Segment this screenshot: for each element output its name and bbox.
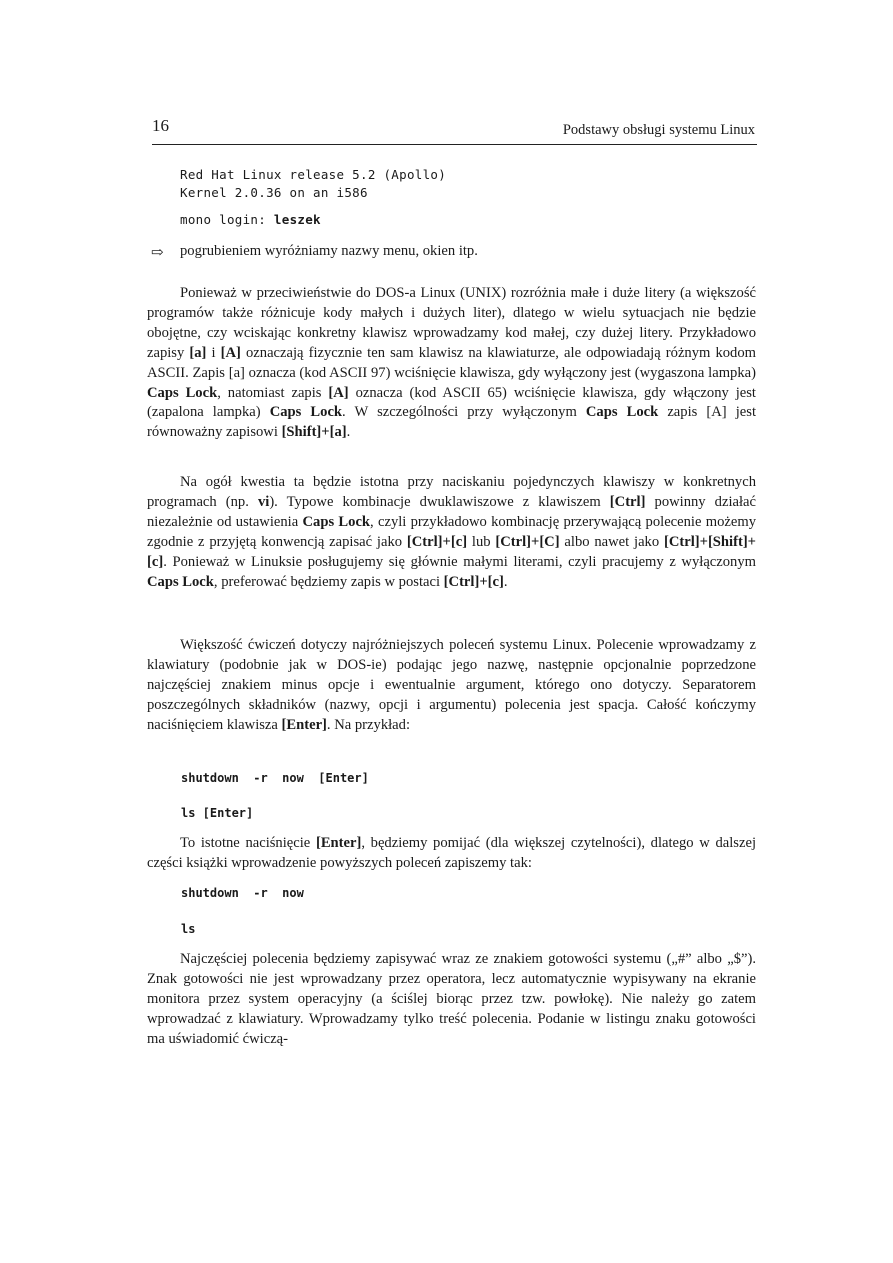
paragraph-case-sensitivity: Ponieważ w przeciwieństwie do DOS-a Linux (UNIX) rozróżnia małe i duże litery (a większość programów także różnicuje kody małych i dużych liter), dlatego w wielu sytuacjach nie będzie obojętne, czy wciskając konkretny klawisz wprowadzamy kod małej, czy dużej litery. Przykładowo zapisy [a] i [A] oznaczają fizycznie ten sam klawisz na klawiaturze, ale odpowiadają różnym kodom ASCII. Zapis [a] oznacza (kod ASCII 97) wciśnięcie klawisza, gdy wyłączony jest (wygaszona lampka) Caps Lock, natomiast zapis [A] oznacza (kod ASCII 65) wciśnięcie klawisza, gdy włączony jest (zapalona lampka) Caps Lock. W szczególności przy wyłączonym Caps Lock zapis [A] jest równoważny zapisowi [Shift]+[a].: [147, 285, 757, 441]
command-example-4: ls: [181, 922, 196, 936]
command-example-3: shutdown -r now: [181, 886, 304, 900]
console-line-1: Red Hat Linux release 5.2 (Apollo): [180, 167, 447, 182]
console-line-2: Kernel 2.0.36 on an i586: [180, 185, 368, 200]
command-example-1: shutdown -r now [Enter]: [181, 771, 369, 785]
note-text: pogrubieniem wyróżniamy nazwy menu, okien itp.: [180, 243, 478, 259]
arrow-right-icon: ⇨: [151, 245, 164, 261]
page-header: [152, 116, 757, 145]
paragraph-enter-omitted: To istotne naciśnięcie [Enter], będziemy pomijać (dla większej czytelności), dlatego w dalszej części książki wprowadzenie powyższych poleceń zapiszemy tak:: [147, 835, 756, 871]
paragraph-commands: Większość ćwiczeń dotyczy najróżniejszych poleceń systemu Linux. Polecenie wprowadzamy z klawiatury (podobnie jak w DOS-ie) podając jego nazwę, następnie opcjonalnie poprzedzone najczęściej znakiem minus opcje i ewentualnie argument, którego ono dotyczy. Separatorem poszczególnych składników (nazwy, opcji i argumentu) polecenia jest spacja. Całość kończymy naciśnięciem klawisza [Enter]. Na przykład:: [147, 637, 756, 733]
running-title: Podstawy obsługi systemu Linux: [562, 122, 755, 138]
console-login: [180, 211, 321, 229]
paragraph-key-combinations: Na ogół kwestia ta będzie istotna przy naciskaniu pojedynczych klawiszy w konkretnych programach (np. vi). Typowe kombinacje dwuklawiszowe z klawiszem [Ctrl] powinny działać niezależnie od ustawienia Caps Lock, czyli przykładowo kombinację przerywającą polecenie możemy zgodnie z przyjętą konwencją zapisać jako [Ctrl]+[c] lub [Ctrl]+[C] albo nawet jako [Ctrl]+[Shift]+[c]. Ponieważ w Linuksie posługujemy się głównie małymi literami, czyli pracujemy z wyłączonym Caps Lock, preferować będziemy zapis w postaci [Ctrl]+[c].: [147, 474, 756, 590]
command-example-2: ls [Enter]: [181, 806, 254, 820]
paragraph-prompt-sign: Najczęściej polecenia będziemy zapisywać wraz ze znakiem gotowości systemu („#” albo „$”). Znak gotowości nie jest wprowadzany przez operatora, lecz automatycznie wypisywany na ekranie monitora przez system operacyjny (a ściślej biorąc przez tzw. powłokę). Nie należy go zatem wprowadzać z klawiatury. Wprowadzamy tylko treść polecenia. Podanie w listingu znaku gotowości ma uświadomić ćwiczą-: [147, 951, 756, 1047]
page-number: 16: [152, 116, 169, 135]
login-prompt: mono login:: [180, 212, 274, 227]
login-user: leszek: [273, 212, 321, 227]
